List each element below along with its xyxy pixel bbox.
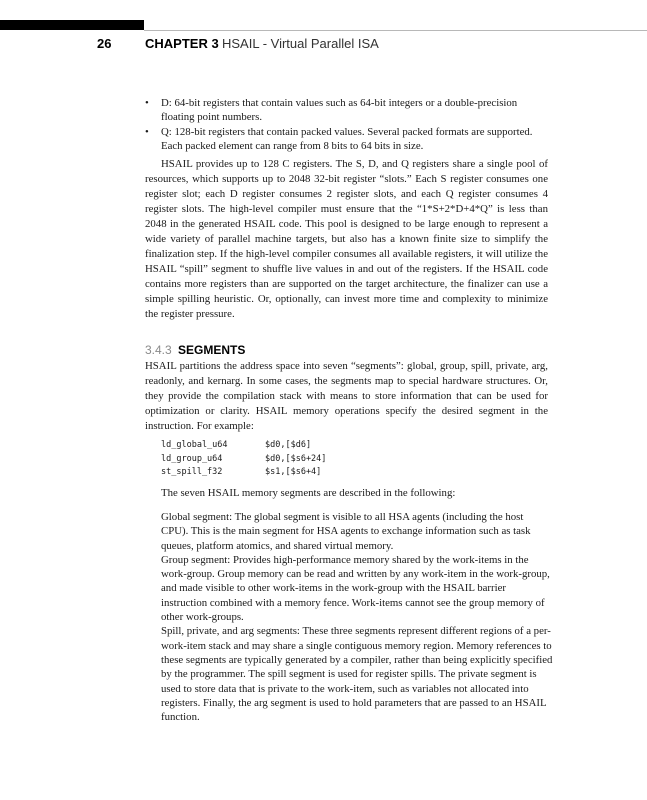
global-segment-description: Global segment: The global segment is visible to all HSA agents (including the host CPU). This is the main segment for HSA agents to exchange information such as task queues, platform atomics, and shared virtual memory. [161, 511, 531, 552]
list-item-d-register: • D: 64-bit registers that contain values such as 64-bit integers or a double-precision floating point numbers. [145, 96, 550, 125]
spill-private-arg-description: Spill, private, and arg segments: These three segments represent different regions of a per-work-item stack and may share a single contiguous memory region. Memory references to these segments are typically generated by a compiler, rather than being explicitly specified by the programmer. The spill segment is used for register spills. The private segment is used to store data that is private to the work-item, such as variables not allocated into registers. Finally, the arg segment is used to hold parameters that are passed to an HSAIL function. [161, 625, 553, 724]
header-rule [144, 30, 647, 31]
paragraph-registers: HSAIL provides up to 128 C registers. The S, D, and Q registers share a single pool of resources, which supports up to 2048 32-bit register “slots.” Each S register consumes one register slot; each D register consumes 2 register slots, and each Q register consumes 4 register slots. The high-level compiler must ensure that the “1*S+2*D+4*Q” is less than 2048 in the generated HSAIL code. This pool is designed to be large enough to represent a wide variety of parallel machine targets, but also has a known finite size to simplify the finalization step. If the high-level compiler consumes all available registers, it will utilize the HSAIL “spill” segment to shuffle live values in and out of the registers. If the HSAIL code contains more registers than are supported on the target architecture, the finalizer can use a simple spilling heuristic. Or, optionally, can invest more time and complexity to minimize the register pressure. [145, 158, 548, 321]
code-instruction: st_spill_f32 [161, 467, 223, 478]
section-heading [145, 342, 245, 358]
code-operands: $d0,[$s6+24] [265, 453, 327, 464]
running-head [0, 36, 647, 54]
code-operands: $s1,[$s6+4] [265, 467, 322, 478]
section-number: 3.4.3 [145, 343, 172, 357]
segment-descriptions [161, 510, 553, 724]
chapter-title: HSAIL - Virtual Parallel ISA [222, 36, 379, 51]
list-item-q-register: • Q: 128-bit registers that contain packed values. Several packed formats are supported. Each packed element can range from 8 bits to 64 bits in size. [145, 125, 550, 154]
section-title: SEGMENTS [178, 343, 246, 357]
code-instruction: ld_global_u64 [161, 440, 228, 450]
header-black-bar [0, 20, 144, 30]
paragraph-intro-list: The seven HSAIL memory segments are described in the following: [161, 487, 456, 499]
group-segment-description: Group segment: Provides high-performance memory shared by the work-items in the work-group. Group memory can be read and written by any work-item in the work-group, and made visible to other work-items in the work-group with the HSAIL barrier instruction combined with a memory fence. Work-items cannot see the group memory of other work-groups. [161, 553, 550, 624]
code-instruction: ld_group_u64 [161, 453, 223, 464]
code-operands: $d0,[$d6] [265, 440, 312, 450]
chapter-label: CHAPTER 3 [145, 36, 219, 51]
register-type-list [145, 96, 550, 153]
paragraph-segments: HSAIL partitions the address space into seven “segments”: global, group, spill, private, arg, readonly, and kernarg. In some cases, the segments map to special hardware structures. Or, they provide the compilation stack with means to store information that can be used for optimization or clarity. HSAIL memory operations specify the desired segment in the instruction. For example: [145, 360, 548, 433]
page-number: 26 [97, 36, 112, 51]
